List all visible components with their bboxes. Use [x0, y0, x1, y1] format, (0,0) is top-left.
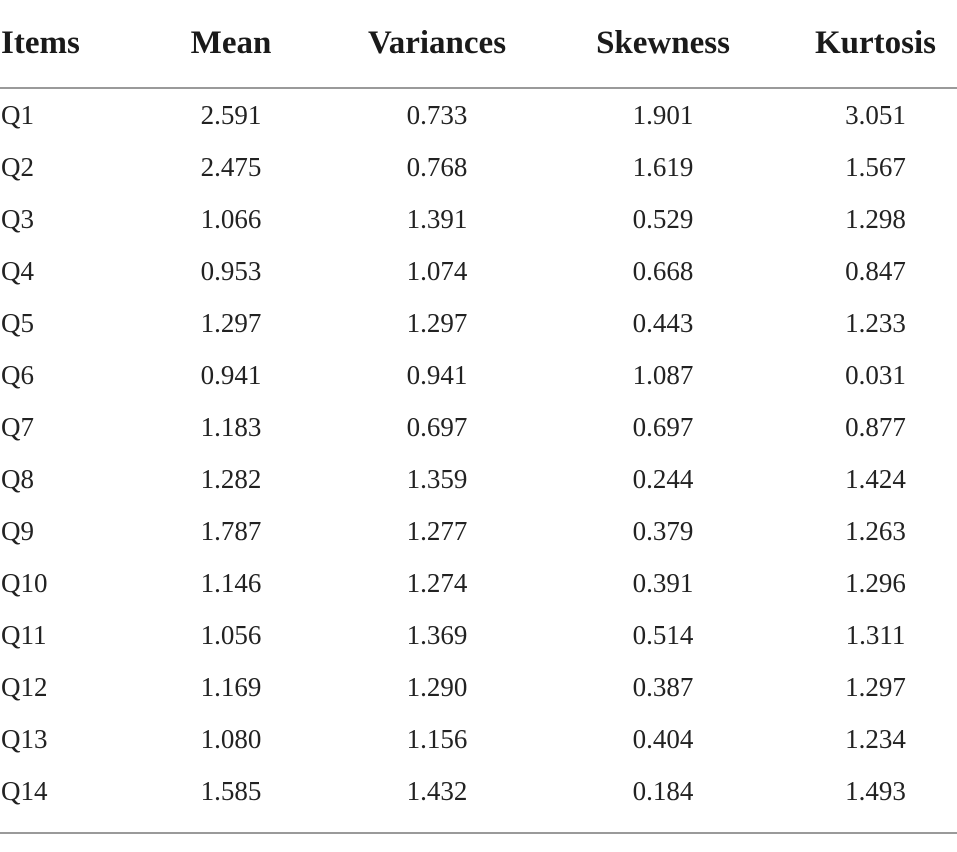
kurtosis-cell: 1.296	[845, 567, 906, 598]
table-row	[0, 297, 957, 349]
table-row	[0, 505, 957, 557]
item-cell: Q7	[1, 411, 34, 442]
variance-cell: 0.733	[406, 99, 468, 130]
kurtosis-cell: 1.298	[845, 203, 906, 234]
mean-cell: 2.591	[200, 99, 262, 130]
mean-cell: 1.183	[200, 411, 262, 442]
mean-cell: 0.941	[200, 359, 262, 390]
skewness-cell: 0.697	[632, 411, 694, 442]
table-row	[0, 557, 957, 609]
item-cell: Q13	[1, 723, 48, 754]
mean-cell: 1.787	[200, 515, 262, 546]
item-cell: Q6	[1, 359, 34, 390]
mean-cell: 1.585	[200, 775, 262, 806]
kurtosis-cell: 0.847	[845, 255, 906, 286]
variance-cell: 1.277	[406, 515, 468, 546]
header-skewness: Skewness	[532, 0, 794, 88]
variance-cell: 1.359	[406, 463, 468, 494]
skewness-cell: 0.244	[632, 463, 694, 494]
kurtosis-cell: 1.234	[845, 723, 906, 754]
mean-cell: 1.146	[200, 567, 262, 598]
skewness-cell: 0.379	[632, 515, 694, 546]
item-cell: Q12	[1, 671, 48, 702]
kurtosis-cell: 1.297	[845, 671, 906, 702]
mean-cell: 1.056	[200, 619, 262, 650]
variance-cell: 1.432	[406, 775, 468, 806]
table-row	[0, 609, 957, 661]
table-row	[0, 193, 957, 245]
variance-cell: 1.156	[406, 723, 468, 754]
table-row	[0, 88, 957, 141]
variance-cell: 1.391	[406, 203, 468, 234]
skewness-cell: 0.391	[632, 567, 694, 598]
mean-cell: 0.953	[200, 255, 262, 286]
table-row	[0, 661, 957, 713]
item-cell: Q1	[1, 99, 34, 130]
skewness-cell: 0.443	[632, 307, 694, 338]
table-row	[0, 453, 957, 505]
skewness-cell: 1.901	[632, 99, 694, 130]
mean-cell: 1.282	[200, 463, 262, 494]
variance-cell: 1.274	[406, 567, 468, 598]
variance-cell: 1.290	[406, 671, 468, 702]
table-body	[0, 88, 957, 817]
header-mean: Mean	[120, 0, 342, 88]
kurtosis-cell: 0.877	[845, 411, 906, 442]
kurtosis-cell: 1.233	[845, 307, 906, 338]
variance-cell: 0.768	[406, 151, 468, 182]
skewness-cell: 0.404	[632, 723, 694, 754]
item-cell: Q2	[1, 151, 34, 182]
item-cell: Q5	[1, 307, 34, 338]
skewness-cell: 1.619	[632, 151, 694, 182]
header-variances: Variances	[342, 0, 532, 88]
mean-cell: 1.297	[200, 307, 262, 338]
table-header-row	[0, 0, 957, 88]
variance-cell: 1.074	[406, 255, 468, 286]
item-cell: Q3	[1, 203, 34, 234]
skewness-cell: 0.529	[632, 203, 694, 234]
table-row	[0, 245, 957, 297]
table-row	[0, 713, 957, 765]
kurtosis-cell: 1.493	[845, 775, 906, 806]
mean-cell: 1.169	[200, 671, 262, 702]
kurtosis-cell: 1.311	[845, 619, 906, 650]
skewness-cell: 0.514	[632, 619, 694, 650]
item-cell: Q14	[1, 775, 48, 806]
variance-cell: 1.369	[406, 619, 468, 650]
item-cell: Q9	[1, 515, 34, 546]
header-kurtosis: Kurtosis	[794, 0, 957, 88]
skewness-cell: 1.087	[632, 359, 694, 390]
item-cell: Q8	[1, 463, 34, 494]
variance-cell: 1.297	[406, 307, 468, 338]
table-row	[0, 401, 957, 453]
table-row	[0, 349, 957, 401]
skewness-cell: 0.184	[632, 775, 694, 806]
table-row	[0, 765, 957, 817]
bottom-rule	[0, 832, 957, 834]
kurtosis-cell: 3.051	[845, 99, 906, 130]
item-cell: Q11	[1, 619, 47, 650]
header-items: Items	[0, 0, 120, 88]
kurtosis-cell: 1.424	[845, 463, 906, 494]
skewness-cell: 0.387	[632, 671, 694, 702]
table-row	[0, 141, 957, 193]
mean-cell: 1.066	[200, 203, 262, 234]
mean-cell: 2.475	[200, 151, 262, 182]
kurtosis-cell: 1.263	[845, 515, 906, 546]
item-cell: Q4	[1, 255, 34, 286]
skewness-cell: 0.668	[632, 255, 694, 286]
variance-cell: 0.697	[406, 411, 468, 442]
kurtosis-cell: 1.567	[845, 151, 906, 182]
mean-cell: 1.080	[200, 723, 262, 754]
variance-cell: 0.941	[406, 359, 468, 390]
kurtosis-cell: 0.031	[845, 359, 906, 390]
item-cell: Q10	[1, 567, 48, 598]
